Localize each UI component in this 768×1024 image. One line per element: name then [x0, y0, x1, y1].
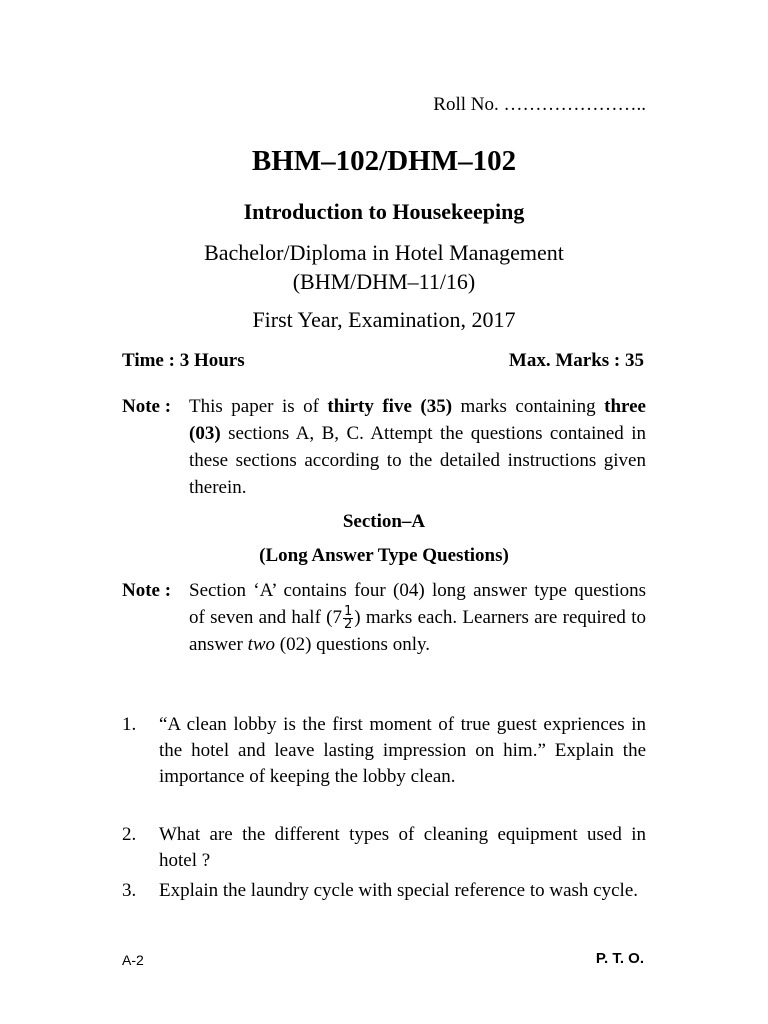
note-bold-marks: thirty five (35): [327, 396, 453, 417]
question-item: [122, 822, 646, 874]
section-a-note-text: [189, 577, 646, 658]
note-text-part: (02) questions only.: [275, 634, 430, 656]
note-text-part: marks containing: [452, 396, 605, 417]
max-marks: Max. Marks : 35: [508, 350, 644, 371]
note-text-part: sections A, B, C. Attempt the questions contained in these sections according to the detailed instructions given therein.: [189, 423, 646, 498]
fraction-half: [343, 606, 353, 631]
fraction-numerator: 1: [344, 604, 353, 620]
page-code: A-2: [122, 952, 144, 968]
course-code: BHM–102/DHM–102: [251, 145, 517, 177]
note-label: Note :: [122, 580, 172, 601]
question-text: What are the different types of cleaning equipment used in hotel ?: [159, 824, 646, 871]
question-text: Explain the laundry cycle with special reference to wash cycle.: [159, 880, 639, 901]
note-label: Note :: [122, 396, 172, 417]
exam-year: First Year, Examination, 2017: [252, 307, 516, 332]
note-text-part: This paper is of: [189, 396, 328, 417]
general-note-text: [189, 393, 646, 501]
section-a-subtitle: (Long Answer Type Questions): [259, 545, 509, 566]
program-line-1: Bachelor/Diploma in Hotel Management: [204, 240, 564, 265]
section-a-note: [122, 577, 646, 658]
subject-title: Introduction to Housekeeping: [243, 199, 525, 224]
note-text-part: ) marks each. Learners are required to answer: [189, 607, 646, 656]
question-number: 2.: [122, 824, 137, 845]
fraction-denominator: 2: [344, 617, 353, 633]
roll-number-field: Roll No. …………………..: [433, 94, 646, 115]
general-note: [122, 393, 646, 501]
please-turn-over: P. T. O.: [595, 950, 644, 967]
note-italic-two: two: [247, 634, 276, 656]
note-bold-sections: three (03): [189, 396, 646, 444]
question-number: 1.: [122, 714, 137, 735]
note-text-part: Section ‘A’ contains four (04) long answer type questions of seven and half (7: [189, 580, 646, 628]
question-item: [122, 878, 646, 904]
question-text: “A clean lobby is the first moment of true guest expriences in the hotel and leave lasting impression on him.” Explain the importance of keeping the lobby clean.: [159, 714, 646, 787]
section-a-title: Section–A: [342, 511, 426, 532]
exam-time: Time : 3 Hours: [122, 350, 245, 371]
program-name: [0, 238, 768, 296]
question-item: [122, 712, 646, 790]
program-line-2: (BHM/DHM–11/16): [292, 269, 476, 294]
question-number: 3.: [122, 880, 137, 901]
